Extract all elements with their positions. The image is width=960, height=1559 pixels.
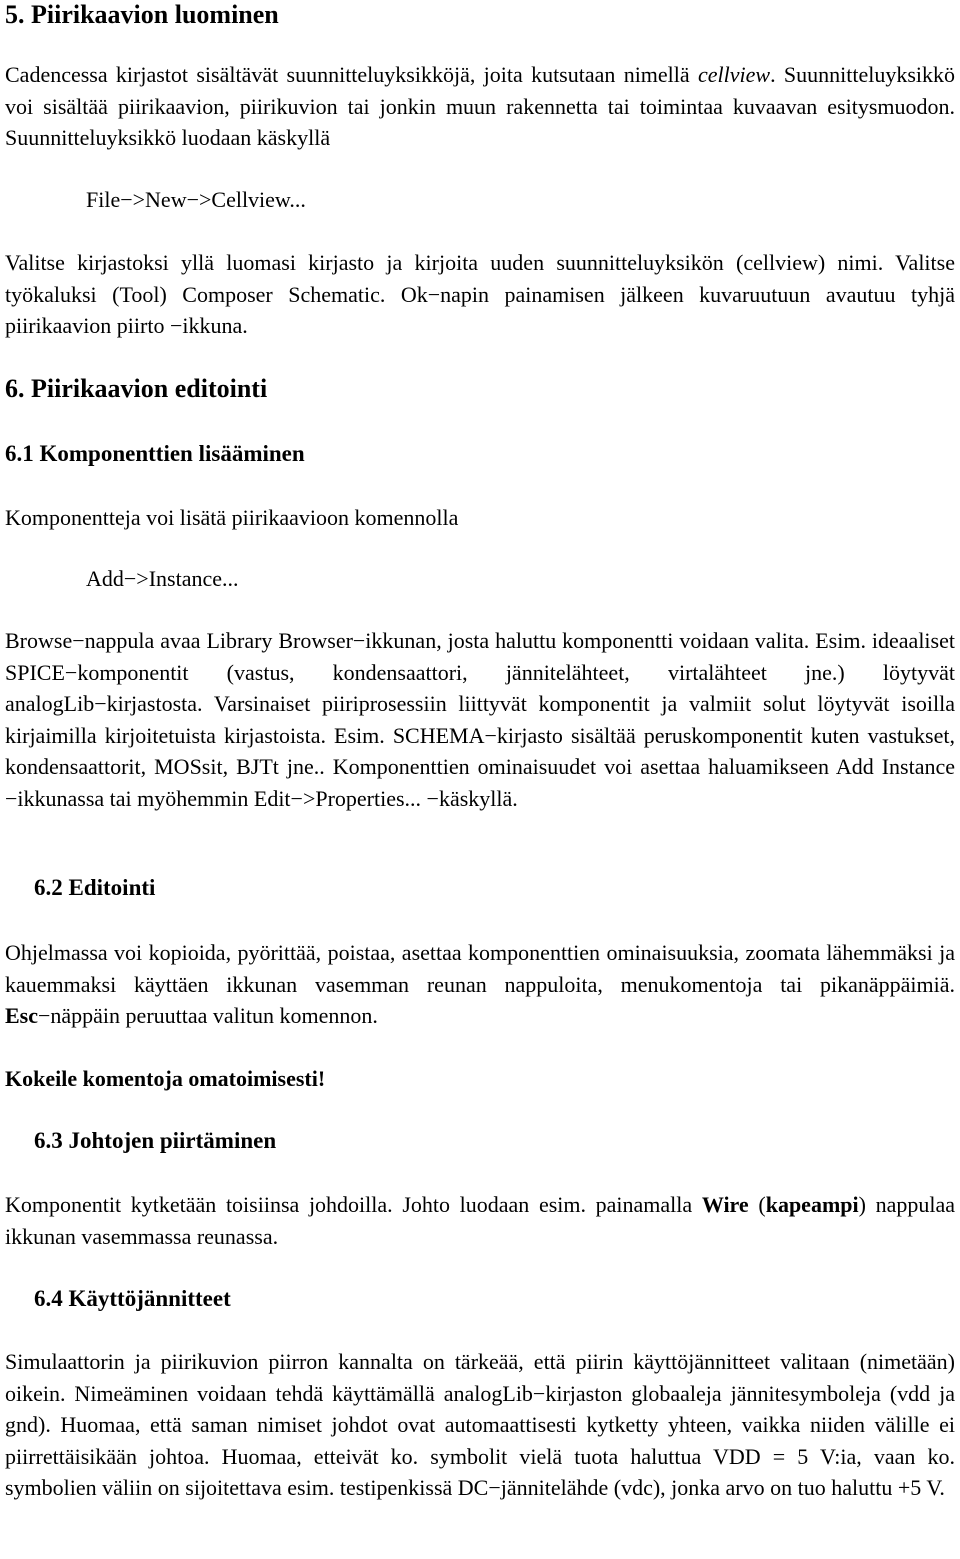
section-6-1-paragraph-2: Browse−nappula avaa Library Browser−ikkunan, josta haluttu komponentti voidaan valita. Esim. ideaaliset SPICE−komponentit (vastus, kondensaattori, jännitelähteet, virtalähteet jne.) löytyvät analogLib−kirjastosta. Varsinaiset piiriprosessiin liittyvät komponentit ja valmiit solut löytyvät isoilla kirjaimilla kirjoitetuista kirjastoista. Esim. SCHEMA−kirjasto sisältää peruskomponentit kuten vastukset, kondensaattorit, MOSsit, BJTt jne.. Komponenttien ominaisuudet voi asettaa haluamikseen Add Instance −ikkunassa tai myöhemmin Edit−>Properties... −käskyllä.: [5, 628, 955, 811]
section-5-title: 5. Piirikaavion luominen: [5, 0, 279, 29]
paragraph-text: Komponentit kytketään toisiinsa johdoilla. Johto luodaan esim. painamalla: [5, 1192, 702, 1217]
paragraph-text: Ohjelmassa voi kopioida, pyörittää, poistaa, asettaa komponenttien ominaisuuksia, zoomata lähemmäksi ja kauemmaksi käyttäen ikkunan vasemman reunan nappuloita, menukomentoja tai pikanäppäimiä.: [5, 940, 955, 997]
paragraph-text: . Suunnitteluyksikkö voi sisältää piirikaavion, piirikuvion tai jonkin muun rakennetta tai toimintaa kuvaavan esitysmuodon. Suunnitteluyksikkö luodaan käskyllä: [5, 62, 955, 150]
section-6-3-title: 6.3 Johtojen piirtäminen: [34, 1128, 277, 1153]
cellview-term: cellview: [697, 62, 771, 87]
paragraph-text: (: [748, 1192, 766, 1217]
paragraph-text: Cadencessa kirjastot sisältävät suunnitteluyksikköjä, joita kutsutaan nimellä: [5, 62, 698, 87]
paragraph-text: ) nappulaa ikkunan vasemmassa reunassa.: [5, 1192, 956, 1249]
esc-key-term: Esc: [5, 1003, 38, 1028]
kapeampi-term: kapeampi: [765, 1192, 859, 1217]
section-6-2-title: 6.2 Editointi: [34, 875, 156, 900]
wire-term: Wire: [701, 1192, 749, 1217]
section-6-4-paragraph: Simulaattorin ja piirikuvion piirron kannalta on tärkeää, että piirin käyttöjännitteet valitaan (nimetään) oikein. Nimeäminen voidaan tehdä käyttämällä analogLib−kirjaston globaaleja jännitesymboleja (vdd ja gnd). Huomaa, että saman nimiset johdot ovat automaattisesti kytketty yhteen, vaikka niiden välille ei piirrettäisikään johtoa. Huomaa, etteivät ko. symbolit vielä tuota haluttua VDD = 5 V:ia, vaan ko. symbolien väliin on sijoitettava esim. testipenkissä DC−jännitelähde (vdc), jonka arvo on tuo haluttu +5 V.: [5, 1349, 955, 1500]
section-6-3-paragraph: [5, 1189, 955, 1252]
section-6-1-title: 6.1 Komponenttien lisääminen: [5, 441, 305, 466]
section-6-1-paragraph-1: Komponentteja voi lisätä piirikaavioon komennolla: [5, 505, 459, 530]
try-commands-note: Kokeile komentoja omatoimisesti!: [5, 1066, 326, 1091]
section-6-4-title: 6.4 Käyttöjännitteet: [34, 1286, 231, 1311]
section-5-paragraph-2: Valitse kirjastoksi yllä luomasi kirjasto ja kirjoita uuden suunnitteluyksikön (cellview) nimi. Valitse työkaluksi (Tool) Composer Schematic. Ok−napin painamisen jälkeen kuvaruutuun avautuu tyhjä piirikaavion piirto −ikkuna.: [5, 250, 955, 338]
add-instance-command: Add−>Instance...: [86, 566, 239, 591]
new-cellview-command: File−>New−>Cellview...: [86, 187, 306, 212]
section-5-paragraph-1: [5, 59, 955, 154]
section-6-2-paragraph: [5, 937, 955, 1032]
section-6-title: 6. Piirikaavion editointi: [5, 374, 268, 403]
paragraph-text: −näppäin peruuttaa valitun komennon.: [38, 1003, 378, 1028]
